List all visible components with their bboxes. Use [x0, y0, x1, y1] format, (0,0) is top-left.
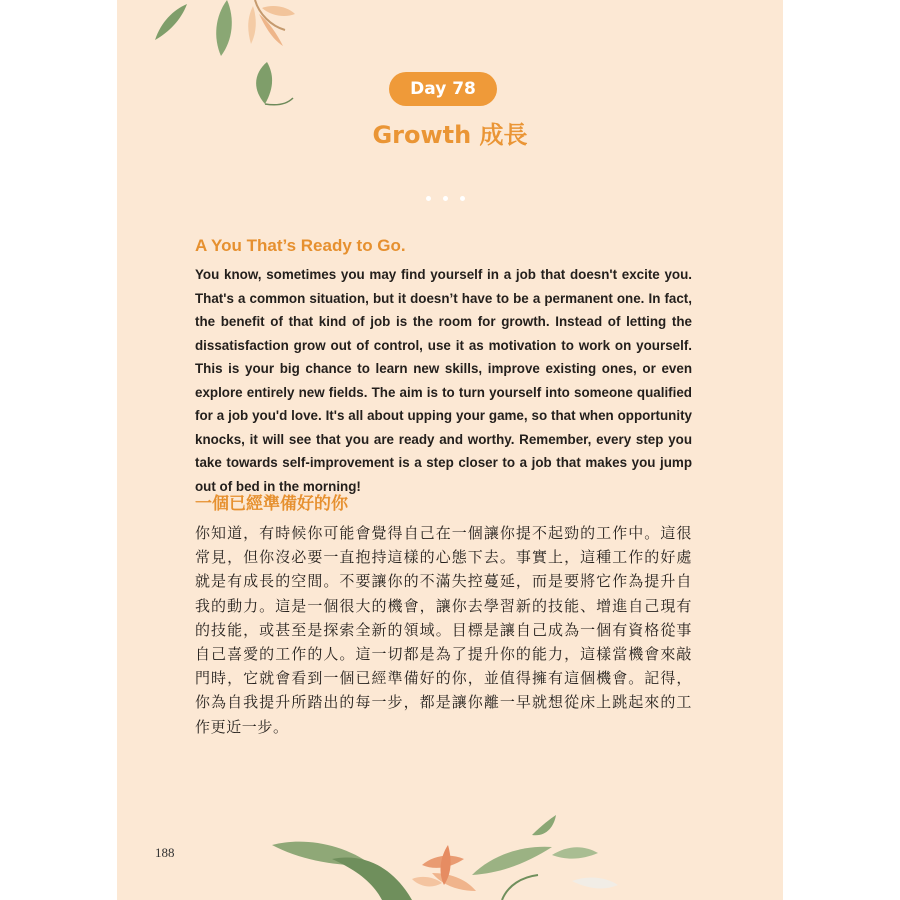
chinese-heading: 一個已經準備好的你: [195, 494, 348, 514]
divider-dots: [420, 186, 480, 194]
dot-icon: [443, 196, 448, 201]
page-number: 188: [155, 845, 175, 860]
chinese-body: 你知道，有時候你可能會覺得自己在一個讓你提不起勁的工作中。這很常見，但你沒必要一直抱持這樣的心態下去。事實上，這種工作的好處就是有成長的空間。不要讓你的不滿失控蔓延，而是要將它作為提升自我的動力。這是一個很大的機會，讓你去學習新的技能、增進自己現有的技能，或甚至是探索全新的領域。目標是讓自己成為一個有資格從事自己喜愛的工作的人。這一切都是為了提升你的能力，這樣當機會來敲門時，它就會看到一個已經準備好的你，並值得擁有這個機會。記得，你為自我提升所踏出的每一步，都是讓你離一早就想從床上跳起來的工作更近一步。: [195, 524, 692, 736]
floral-decoration-top: [147, 0, 297, 110]
dot-icon: [426, 196, 431, 201]
day-badge: Day 78: [389, 72, 497, 106]
floral-decoration-bottom: [272, 815, 632, 900]
book-page: [117, 0, 783, 900]
english-body: You know, sometimes you may find yourself in a job that doesn't excite you. That's a common situation, but it doesn’t have to be a permanent one. In fact, the benefit of that kind of job is the room for growth. Instead of letting the dissatisfaction grow out of control, use it as motivation to work on yourself. This is your big chance to learn new skills, improve existing ones, or even explore entirely new fields. The aim is to turn yourself into someone qualified for a job you'd love. It's all about upping your game, so that when opportunity knocks, it will see that you are ready and worthy. Remember, every step you take towards self-improvement is a step closer to a job that makes you jump out of bed in the morning!: [195, 267, 692, 494]
english-heading: A You That’s Ready to Go.: [195, 236, 406, 255]
page-title: Growth 成長: [372, 121, 528, 149]
dot-icon: [460, 196, 465, 201]
